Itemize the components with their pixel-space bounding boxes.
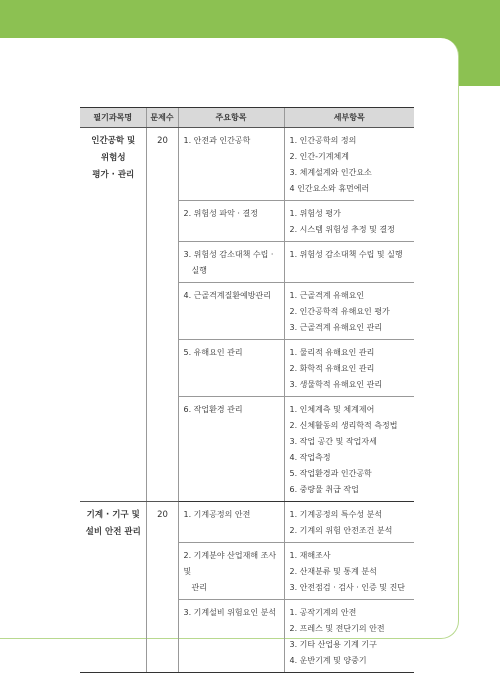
detail-item: 2. 인간공학적 유해요인 평가 — [289, 307, 390, 316]
detail-item: 1. 기계공정의 특수성 분석 — [289, 510, 383, 519]
main-item-text: 관리 — [191, 583, 207, 592]
main-item — [178, 600, 284, 673]
detail-item: 3. 생물학적 유해요인 관리 — [289, 380, 383, 389]
table-header-row — [80, 108, 414, 128]
detail-item: 4. 운반기계 및 양중기 — [289, 656, 367, 665]
detail-items — [284, 283, 414, 340]
detail-item: 6. 중량물 취급 작업 — [289, 485, 359, 494]
detail-item: 1. 물리적 유해요인 관리 — [289, 348, 375, 357]
detail-item: 2. 산재분류 및 통계 분석 — [289, 567, 377, 576]
detail-item: 1. 재해조사 — [289, 551, 331, 560]
detail-item: 1. 공작기계의 안전 — [289, 608, 357, 617]
detail-item: 3. 체계설계와 인간요소 — [289, 168, 372, 177]
detail-items — [284, 201, 414, 242]
detail-items — [284, 600, 414, 673]
detail-item: 1. 위험성 감소대책 수립 및 실행 — [289, 250, 403, 259]
detail-item: 4. 작업측정 — [289, 453, 331, 462]
subject-line: 위험성 — [100, 153, 126, 163]
main-item-text: 2. 기계분야 산업재해 조사 및 — [183, 551, 277, 576]
detail-item: 3. 기타 산업용 기계 기구 — [289, 640, 377, 649]
detail-item: 3. 안전점검 · 검사 · 인증 및 진단 — [289, 583, 406, 592]
main-item-text: 5. 유해요인 관리 — [183, 348, 243, 357]
main-item-text: 실행 — [191, 266, 207, 275]
table-row — [80, 128, 414, 201]
question-count: 20 — [146, 128, 178, 502]
detail-item: 2. 시스템 위험성 추정 및 결정 — [289, 225, 395, 234]
column-header-subject: 필기과목명 — [80, 108, 146, 128]
subject-cell — [80, 502, 146, 673]
main-item — [178, 543, 284, 600]
detail-item: 3. 작업 공간 및 작업자세 — [289, 437, 377, 446]
detail-item: 1. 근골격계 유해요인 — [289, 291, 365, 300]
main-item — [178, 201, 284, 242]
detail-items — [284, 128, 414, 201]
subject-line: 평가 · 관리 — [92, 170, 135, 180]
detail-item: 2. 기계의 위험 안전조건 분석 — [289, 526, 393, 535]
table-row — [80, 502, 414, 543]
column-header-detail-item: 세부항목 — [284, 108, 414, 128]
main-item — [178, 242, 284, 283]
main-item — [178, 502, 284, 543]
question-count: 20 — [146, 502, 178, 673]
main-item-text: 1. 안전과 인간공학 — [183, 136, 251, 145]
detail-item: 1. 인체계측 및 체계제어 — [289, 405, 375, 414]
detail-item: 1. 위험성 평가 — [289, 209, 341, 218]
main-item-text: 2. 위험성 파악 · 결정 — [183, 209, 258, 218]
column-header-count: 문제수 — [146, 108, 178, 128]
subject-line: 설비 안전 관리 — [85, 527, 141, 537]
column-header-main-item: 주요항목 — [178, 108, 284, 128]
main-item-text: 4. 근골격계질환예방관리 — [183, 291, 271, 300]
detail-item: 5. 작업환경과 인간공학 — [289, 469, 372, 478]
main-item — [178, 397, 284, 502]
subject-line: 인간공학 및 — [91, 136, 136, 146]
subject-cell — [80, 128, 146, 502]
main-item — [178, 128, 284, 201]
subject-line: 기계 · 기구 및 — [86, 510, 140, 520]
main-item-text: 6. 작업환경 관리 — [183, 405, 243, 414]
detail-items — [284, 502, 414, 543]
main-item-text: 3. 위험성 감소대책 수립 · — [183, 250, 274, 259]
detail-items — [284, 543, 414, 600]
main-item — [178, 340, 284, 397]
detail-item: 2. 프레스 및 전단기의 안전 — [289, 624, 385, 633]
detail-items — [284, 242, 414, 283]
main-item — [178, 283, 284, 340]
detail-item: 2. 인간-기계체계 — [289, 152, 349, 161]
detail-items — [284, 340, 414, 397]
main-item-text: 3. 기계설비 위험요인 분석 — [183, 608, 277, 617]
detail-item: 4 인간요소와 휴먼에러 — [289, 184, 370, 193]
detail-item: 2. 화학적 유해요인 관리 — [289, 364, 375, 373]
detail-item: 2. 신체활동의 생리학적 측정법 — [289, 421, 398, 430]
detail-items — [284, 397, 414, 502]
detail-item: 1. 인간공학의 정의 — [289, 136, 357, 145]
exam-syllabus-table — [80, 107, 414, 673]
main-item-text: 1. 기계공정의 안전 — [183, 510, 251, 519]
detail-item: 3. 근골격계 유해요인 관리 — [289, 323, 383, 332]
